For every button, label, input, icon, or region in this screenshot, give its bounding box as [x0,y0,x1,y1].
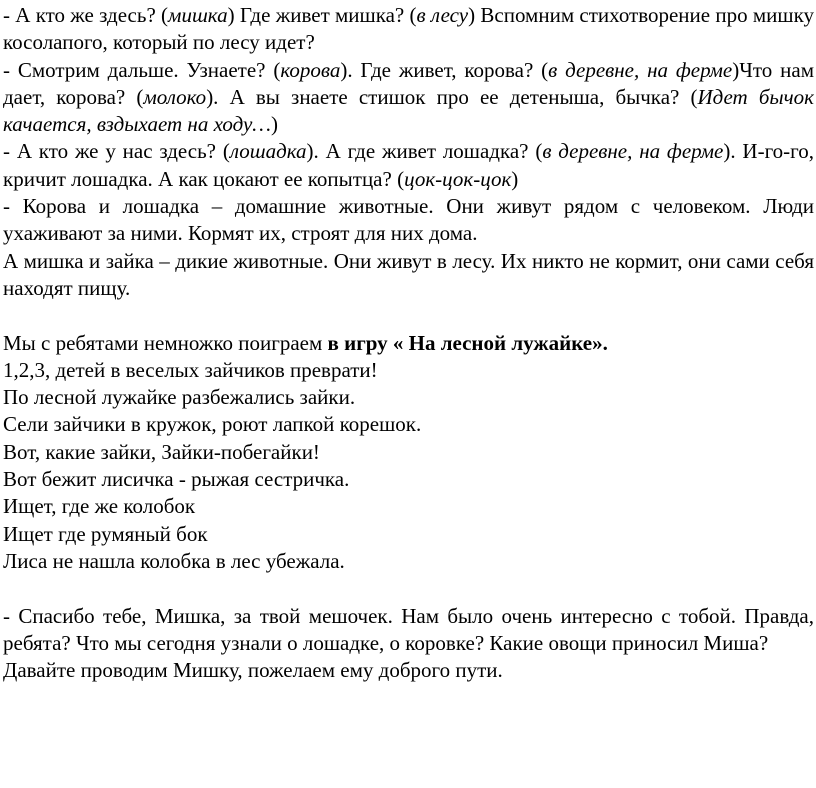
poem-line: Ищет, где же колобок [3,494,196,519]
text-run: ) [270,112,278,137]
italic-answer: корова [280,57,341,82]
text-run: А мишка и зайка – дикие животные. Они живут в лесу. Их никто не кормит, они сами себя находят пищу. [3,248,814,300]
paragraph-bear [3,2,814,57]
text-run: ). А где живет лошадка? ( [306,139,543,164]
italic-answer: в лесу [416,3,469,27]
text-run: ). И-го-го, кричит лошадка. А как цокают ее копытца? ( [3,139,814,191]
closing-section [3,603,814,685]
text-run: Мы с ребятами немножко поиграем [3,330,328,355]
text-run: ). Где живет, корова? ( [340,57,549,82]
italic-answer: мишка [168,3,228,27]
poem-line: Вот бежит лисичка - рыжая сестричка. [3,467,350,492]
italic-answer: цок-цок-цок [404,166,512,191]
poem-line: 1,2,3, детей в веселых зайчиков преврати! [3,357,378,382]
dialogue-section [3,2,814,302]
paragraph-farewell: Давайте проводим Мишку, пожелаем ему доброго пути. [3,658,503,683]
text-run: - А кто же здесь? ( [3,3,169,27]
text-run: ) Где живет мишка? ( [227,3,417,27]
game-title: в игру « На лесной лужайке». [327,330,608,355]
text-run: - А кто же у нас здесь? ( [3,139,230,164]
poem-line: Вот, какие зайки, Зайки-побегайки! [3,439,320,464]
paragraph-cow [3,57,814,139]
game-intro [3,330,814,357]
game-section [3,330,814,576]
poem-line: По лесной лужайке разбежались зайки. [3,385,356,410]
italic-answer: в деревне, на ферме [542,139,724,164]
paragraph-wild-animals [3,248,814,303]
italic-answer: Идет бычок качается, вздыхает на ходу… [3,84,814,137]
text-run: - Смотрим дальше. Узнаете? ( [3,57,281,82]
blank-line [3,575,814,602]
poem-line: Ищет где румяный бок [3,521,208,546]
italic-answer: в деревне, на ферме [548,57,733,82]
italic-answer: лошадка [229,139,307,164]
text-run: ) [511,166,519,191]
paragraph-thanks: - Спасибо тебе, Мишка, за твой мешочек. Нам было очень интересно с тобой. Правда, ребята? Что мы сегодня узнали о лошадке, о коровке? Какие овощи приносил Миша? [3,603,814,655]
paragraph-horse [3,138,814,193]
blank-line [3,302,814,329]
text-run: ) Вспомним стихотворение про мишку косолапого, который по лесу идет? [3,3,814,55]
paragraph-domestic-animals [3,193,814,248]
text-run: ). А вы знаете стишок про ее детеныша, бычка? ( [206,84,698,109]
poem-line: Сели зайчики в кружок, роют лапкой корешок. [3,412,422,437]
text-run: )Что нам дает, корова? ( [3,57,814,109]
text-run: - Корова и лошадка – домашние животные. Они живут рядом с человеком. Люди ухаживают за ними. Кормят их, строят для них дома. [3,194,814,246]
document-page [3,2,814,684]
italic-answer: молоко [143,84,207,109]
poem-line: Лиса не нашла колобка в лес убежала. [3,548,345,573]
